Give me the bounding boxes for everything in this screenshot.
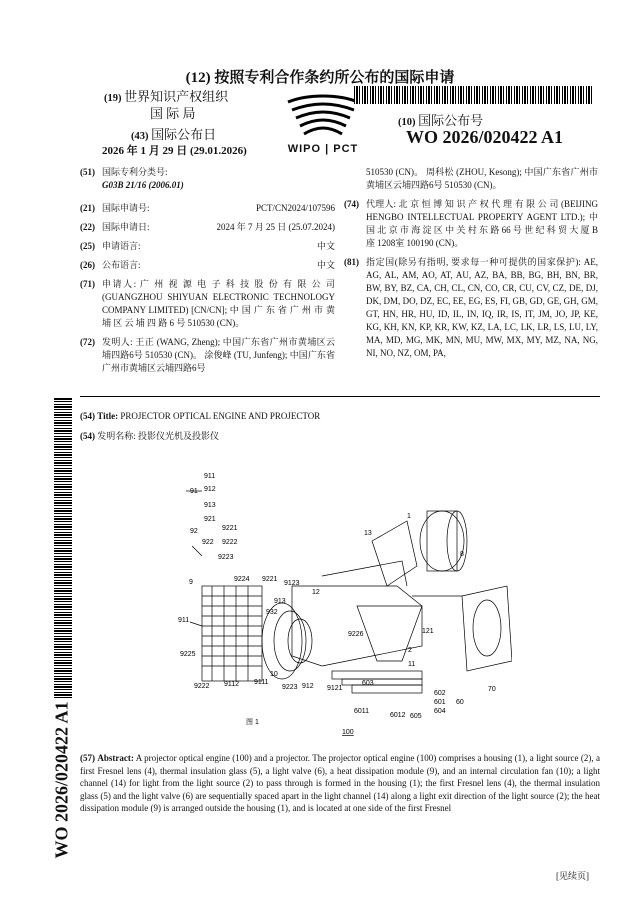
pubno-value: WO 2026/020422 A1 (406, 127, 564, 147)
agent-row (344, 198, 598, 250)
appno-label: 国际申请号: (102, 203, 150, 213)
bureau: 国 际 局 (150, 106, 196, 121)
ipc-label: 国际专利分类号: (102, 167, 168, 177)
fig-label: 912 (204, 486, 216, 493)
lang-row (80, 240, 335, 253)
fig-label: 9224 (234, 576, 250, 583)
fig-label: 9221 (222, 525, 238, 532)
fig-label: 921 (204, 516, 216, 523)
fig-label: 9111 (254, 679, 269, 686)
ipc-value: G03B 21/16 (2006.01) (102, 180, 184, 190)
fig-label: 9121 (327, 685, 343, 692)
applicant-text: 申请人: 广 州 视 源 电 子 科 技 股 份 有 限 公 司 (GUANGZHOU SHIYUAN ELECTRONIC TECHNOLOGY COMPANY LIMITED) [CN/CN]; 中 国 广 东 省 广 州 市 黄 埔 区 云 埔 四 路 6 号 510530 (CN)。 (102, 279, 335, 328)
pubno-label: 国际公布号 (418, 113, 484, 128)
fig-label: 8 (460, 551, 464, 558)
agent-code: (74) (344, 199, 359, 209)
abstract-code: (57) (80, 753, 95, 763)
fig-label: 2 (408, 647, 412, 654)
title-cn-row (80, 430, 219, 443)
biblio-left (80, 166, 335, 375)
applicant-row (80, 278, 335, 330)
pubdate-block (131, 124, 216, 143)
fig-label: 913 (204, 502, 216, 509)
abstract-label: Abstract: (97, 753, 134, 763)
fig-label: 932 (266, 609, 278, 616)
fig-label: 605 (410, 713, 422, 720)
pubdate-code: (43) (131, 131, 149, 142)
fig-label: 9225 (180, 651, 196, 658)
continued-note: [见续页] (556, 871, 589, 881)
inventor-row (80, 336, 335, 375)
title-cn-code: (54) (80, 431, 95, 441)
fig-label: 601 (434, 699, 446, 706)
appno-row (80, 202, 335, 215)
document-title: (12) 按照专利合作条约所公布的国际申请 (185, 70, 455, 86)
section-divider (80, 396, 600, 397)
side-barcode (54, 398, 72, 698)
fig-label: 9222 (194, 683, 210, 690)
wipo-logo-text: WIPO | PCT (287, 143, 359, 155)
fig-label: 9 (189, 579, 193, 586)
fig-label: 13 (364, 530, 372, 537)
fig-label: 60 (456, 699, 464, 706)
filing-value: 2024 年 7 月 25 日 (25.07.2024) (216, 222, 335, 232)
top-barcode (354, 86, 594, 104)
abstract-text: A projector optical engine (100) and a projector. The projector optical engine (100) comprises a housing (1), a light source (2), a first Fresnel lens (4), thermal insulation glass (5), a light valve (6), a heat dissipation module (9), and an internal circulation fan (10); a light channel (14) for light from the light source (2) to pass through is formed in the housing (1); the first Fresnel lens (4), the thermal insulation glass (5) and the light valve (6) are sequentially spaced apart in the light channel (14) along a light exit direction of the light source (2); the heat dissipation module (9) is arranged outside the housing (1), and is located at one side of the first Fresnel (80, 753, 601, 813)
title-en-row (80, 410, 320, 423)
filing-code: (22) (80, 222, 95, 232)
fig-label: 602 (434, 690, 446, 697)
inventor-continued: 510530 (CN)。 周科松 (ZHOU, Kesong); 中国广东省广州市黄埔区云埔四路6号 510530 (CN)。 (366, 167, 598, 190)
lang-code: (25) (80, 241, 95, 251)
org-code: (19) (104, 93, 122, 104)
fig-label: 912 (302, 683, 314, 690)
title-en-label: Title: (97, 411, 119, 421)
fig-label: 10 (270, 671, 278, 678)
fig-label: 6011 (354, 708, 370, 715)
states-row (344, 256, 598, 360)
ipc-code: (51) (80, 167, 95, 177)
title-cn: 投影仪光机及投影仪 (138, 431, 220, 441)
fig-label: 9226 (348, 631, 364, 638)
org-name: 世界知识产权组织 (124, 89, 229, 104)
fig-label: 9223 (218, 554, 234, 561)
publang-code: (26) (80, 260, 95, 270)
ipc-row (80, 166, 335, 179)
publang-label: 公布语言: (102, 260, 141, 270)
fig-label: 9112 (224, 681, 240, 688)
biblio-right (344, 166, 598, 360)
fig-ref-number: 100 (342, 729, 354, 736)
fig-label: 6012 (390, 712, 406, 719)
publang-value: 中文 (316, 260, 335, 270)
agent-text: 代理人: 北 京 恒 博 知 识 产 权 代 理 有 限 公 司 (BEIJING HENGBO INTELLECTUAL PROPERTY AGENT LTD.); 中 国 北 京 市 海 淀 区 中 关 村 东 路 66 号 世 纪 科 贸 大 厦 B 座 1208室 100190 (CN)。 (366, 199, 598, 248)
fig-label: 121 (422, 628, 434, 635)
inventor-text: 发明人: 王正 (WANG, Zheng); 中国广东省广州市黄埔区云埔四路6号 510530 (CN)。 涂俊峰 (TU, Junfeng); 中国广东省广州市黄埔区云埔四路6号 (102, 337, 335, 373)
fig-label: 604 (434, 708, 446, 715)
publang-row (80, 259, 335, 272)
lang-value: 中文 (316, 241, 335, 251)
pubno-code: (10) (398, 117, 416, 128)
lang-label: 申请语言: (102, 241, 141, 251)
states-code: (81) (344, 257, 359, 267)
fig-caption: 图 1 (246, 719, 259, 726)
states-text: 指定国(除另有指明, 要求每一种可提供的国家保护): AE, AG, AL, AM, AO, AT, AU, AZ, BA, BB, BG, BH, BN, BR, BW, BY, BZ, CA, CH, CL, CN, CO, CR, CU, CV, CZ, DE, DJ, DK, DM, DO, DZ, EC, EE, EG, ES, FI, GB, GD, GE, GH, GM, GT, HN, HR, HU, ID, IL, IN, IQ, IR, IS, IT, JM, JO, JP, KE, KG, KH, KN, KP, KR, KW, KZ, LA, LC, LK, LR, LS, LU, LY, MA, MD, MG, MK, MN, MU, MW, MX, MY, MZ, NA, NG, NI, NO, NZ, OM, PA, (366, 257, 598, 358)
pubdate-label: 国际公布日 (151, 127, 217, 142)
fig-label: 92 (190, 528, 198, 535)
filing-row (80, 221, 335, 234)
fig-label: 1 (407, 513, 411, 520)
fig-label: 603 (362, 680, 374, 687)
figure-drawing (172, 466, 512, 736)
title-en: PROJECTOR OPTICAL ENGINE AND PROJECTOR (120, 411, 321, 421)
fig-label: 9221 (262, 576, 278, 583)
fig-label: 70 (488, 686, 496, 693)
title-en-code: (54) (80, 411, 95, 421)
pubdate-value: 2026 年 1 月 29 日 (29.01.2026) (102, 145, 247, 157)
abstract (80, 752, 600, 815)
filing-label: 国际申请日: (102, 222, 150, 232)
applicant-code: (71) (80, 279, 95, 289)
fig-label: 12 (312, 589, 320, 596)
patent-figure (172, 466, 512, 736)
inventor-code: (72) (80, 337, 95, 347)
fig-label: 922 (202, 539, 214, 546)
fig-label: 9223 (282, 684, 298, 691)
fig-label: 911 (204, 473, 216, 480)
fig-label: 913 (274, 598, 286, 605)
fig-label: 9123 (284, 580, 300, 587)
fig-label: 9222 (222, 539, 238, 546)
title-cn-label: 发明名称: (97, 431, 136, 441)
fig-label: 11 (408, 661, 416, 668)
appno-value: PCT/CN2024/107596 (255, 203, 335, 213)
side-publication-number: WO 2026/020422 A1 (51, 701, 72, 859)
heat-sink-fins (202, 586, 262, 681)
fig-label: 911 (178, 617, 190, 624)
fig-label: 91 (190, 488, 198, 495)
appno-code: (21) (80, 203, 95, 213)
